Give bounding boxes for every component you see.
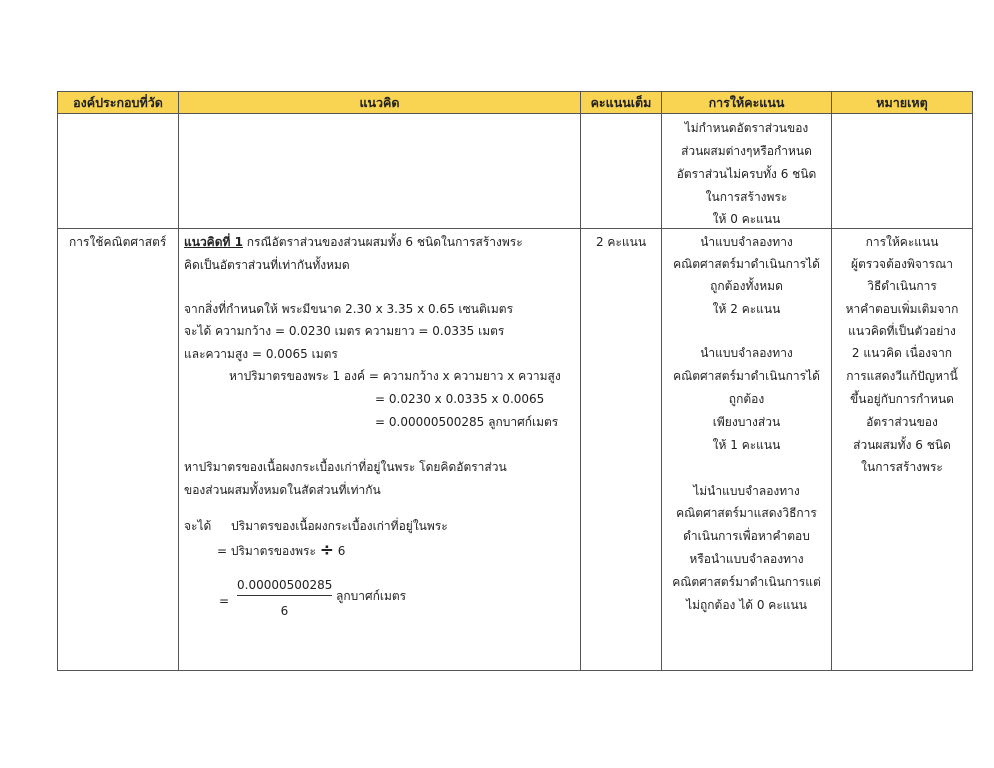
scoring-line: ให้ 1 คะแนน (712, 438, 781, 452)
row1-full-score-cell (581, 114, 662, 229)
concept-line-9: หาปริมาตรของเนื้อผงกระเบื้องเก่าที่อยู่ในพระ โดยคิดอัตราส่วน (184, 460, 507, 474)
scoring-line: คณิตศาสตร์มาดำเนินการแต่ (672, 575, 821, 589)
row1-scoring-line: ไม่กำหนดอัตราส่วนของ (684, 121, 809, 135)
scoring-line: เพียงบางส่วน (712, 415, 781, 429)
concept-line-10: ของส่วนผสมทั้งหมดในสัดส่วนที่เท่ากัน (184, 483, 381, 497)
header-remark: หมายเหตุ (832, 92, 973, 114)
header-full-score: คะแนนเต็ม (581, 92, 662, 114)
remark-line: ในการสร้างพระ (861, 460, 943, 474)
concept-line-5: และความสูง = 0.0065 เมตร (184, 347, 338, 361)
row1-component-cell (58, 114, 179, 229)
fraction-numerator: 0.00000500285 (237, 578, 333, 592)
row2-full-score-cell (581, 229, 662, 671)
scoring-line: คณิตศาสตร์มาดำเนินการได้ (673, 369, 820, 383)
concept-line-8: = 0.00000500285 ลูกบาศก์เมตร (375, 415, 559, 429)
scoring-line: ไม่ถูกต้อง ได้ 0 คะแนน (686, 598, 807, 612)
concept-line-12: = ปริมาตรของพระ ÷ 6 (217, 540, 346, 560)
remark-line: อัตราส่วนของ (866, 415, 938, 429)
remark-line: ขึ้นอยู่กับการกำหนด (850, 392, 954, 406)
remark-line: วิธีดำเนินการ (867, 279, 937, 293)
row1-remark-cell (832, 114, 973, 229)
row2-scoring-cell (662, 229, 832, 671)
fraction-equals: = (219, 594, 230, 608)
concept-heading: แนวคิดที่ 1 (184, 235, 243, 249)
scoring-line: ถูกต้องทั้งหมด (710, 279, 783, 293)
row2-component-cell (58, 229, 179, 671)
row2-concept-cell (179, 229, 581, 671)
scoring-line: หรือนำแบบจำลองทาง (689, 552, 804, 566)
scoring-line: ไม่นำแบบจำลองทาง (693, 484, 800, 498)
header-row (58, 92, 973, 114)
divide-icon: ÷ (319, 540, 334, 560)
header-concept: แนวคิด (179, 92, 581, 114)
scoring-line: คณิตศาสตร์มาดำเนินการได้ (673, 257, 820, 271)
remark-line: การให้คะแนน (865, 235, 939, 249)
remark-line: การแสดงวีแก้ปัญหานี้ (846, 369, 958, 383)
remark-line: หาคำตอบเพิ่มเติมจาก (845, 302, 959, 316)
table-row (58, 114, 973, 229)
fraction-unit: ลูกบาศก์เมตร (336, 589, 407, 603)
row1-scoring-line: ส่วนผสมต่างๆหรือกำหนด (681, 144, 812, 158)
row1-scoring-cell (662, 114, 832, 229)
concept-content (179, 229, 580, 670)
scoring-line: ถูกต้อง (728, 392, 765, 406)
scoring-line: นำแบบจำลองทาง (700, 235, 793, 249)
row1-concept-cell (179, 114, 581, 229)
fraction-bar (237, 595, 332, 596)
row1-scoring-line: ให้ 0 คะแนน (712, 212, 781, 226)
scoring-line: คณิตศาสตร์มาแสดงวิธีการ (676, 506, 817, 520)
remark-line: ส่วนผสมทั้ง 6 ชนิด (853, 438, 951, 452)
remark-line: 2 แนวคิด เนื่องจาก (851, 346, 953, 360)
component-label: การใช้คณิตศาสตร์ (69, 235, 167, 249)
scoring-rubric-table (57, 91, 973, 671)
concept-line-4: จะได้ ความกว้าง = 0.0230 เมตร ความยาว = 0.0335 เมตร (184, 324, 505, 338)
remark-line: แนวคิดที่เป็นตัวอย่าง (848, 324, 956, 338)
header-component: องค์ประกอบที่วัด (58, 92, 179, 114)
table-row (58, 229, 973, 671)
remark-line: ผู้ตรวจต้องพิจารณา (851, 257, 953, 271)
concept-line-2: คิดเป็นอัตราส่วนที่เท่ากันทั้งหมด (184, 258, 350, 272)
header-scoring: การให้คะแนน (662, 92, 832, 114)
concept-line-7: = 0.0230 x 0.0335 x 0.0065 (375, 392, 545, 406)
concept-line-1: แนวคิดที่ 1 กรณีอัตราส่วนของส่วนผสมทั้ง 6 ชนิดในการสร้างพระ (184, 235, 523, 249)
scoring-line: ดำเนินการเพื่อหาคำตอบ (683, 529, 810, 543)
row2-remark-cell (832, 229, 973, 671)
scoring-line: ให้ 2 คะแนน (712, 302, 781, 316)
concept-line-11a: จะได้ (184, 519, 212, 533)
concept-line-3: จากสิ่งที่กำหนดให้ พระมีขนาด 2.30 x 3.35 x 0.65 เซนติเมตร (184, 302, 514, 316)
scoring-line: นำแบบจำลองทาง (700, 346, 793, 360)
row1-scoring-line: ในการสร้างพระ (705, 190, 788, 204)
concept-line-6: หาปริมาตรของพระ 1 องค์ = ความกว้าง x ความยาว x ความสูง (229, 369, 561, 383)
full-score-value: 2 คะแนน (595, 235, 647, 249)
fraction-denominator: 6 (280, 604, 289, 618)
concept-line-11b: ปริมาตรของเนื้อผงกระเบื้องเก่าที่อยู่ในพระ (231, 519, 448, 533)
row1-scoring-line: อัตราส่วนไม่ครบทั้ง 6 ชนิด (676, 167, 817, 181)
